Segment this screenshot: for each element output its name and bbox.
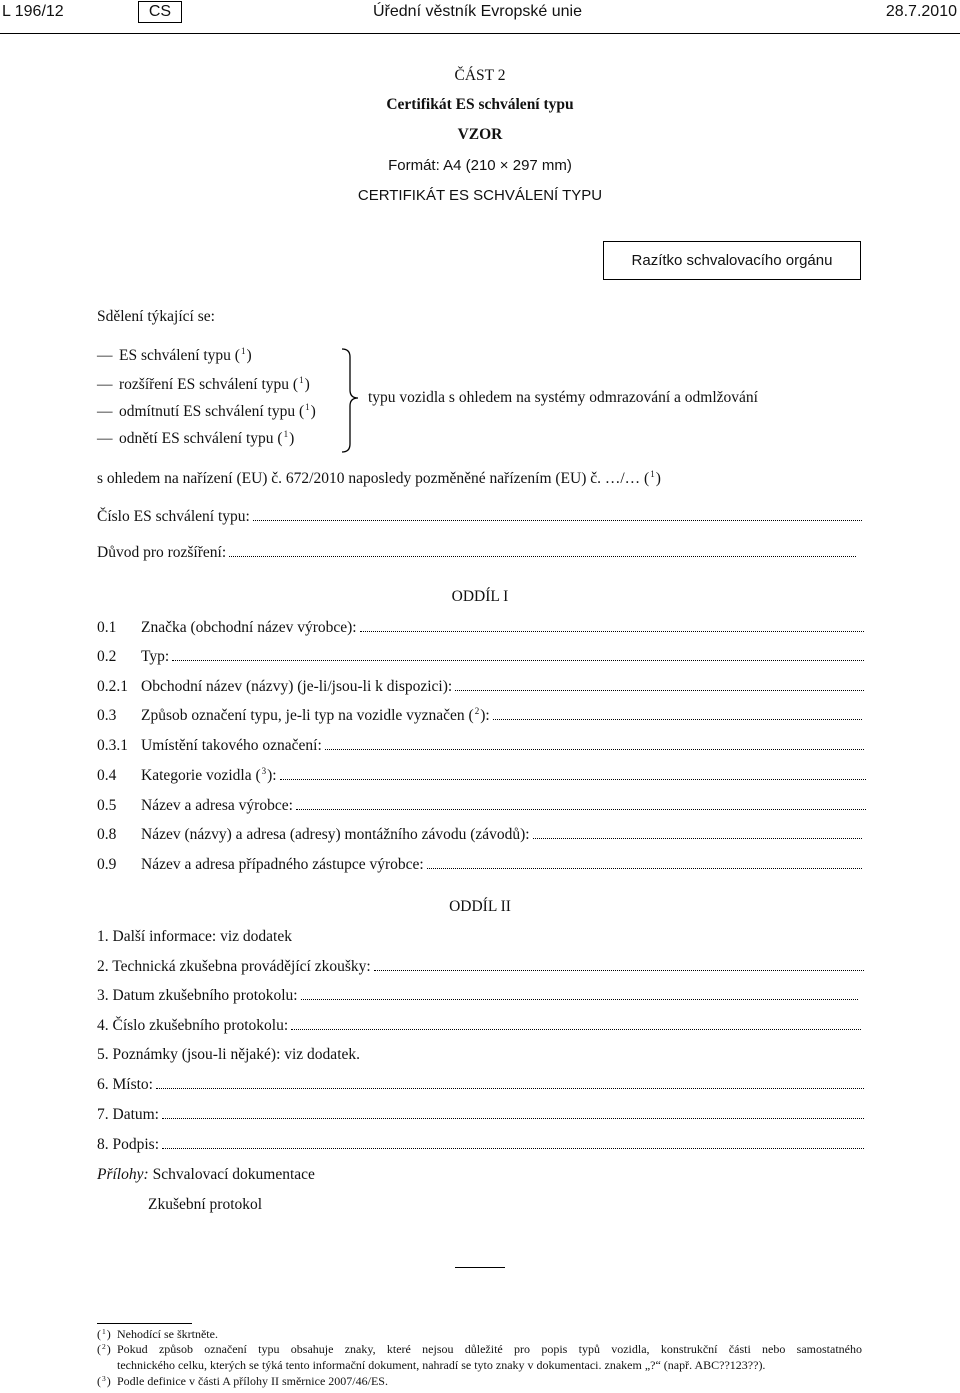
dot-leader [280, 775, 866, 780]
item-label-text: Kategorie vozidla ( [141, 767, 261, 784]
item-label: 3. Datum zkušebního protokolu: [97, 987, 298, 1004]
footnote-ref: 3 [261, 766, 267, 776]
item-label: Název a adresa výrobce: [141, 797, 293, 814]
dash: — [97, 376, 113, 393]
section-1-item [97, 707, 862, 726]
section-1-item [97, 678, 864, 696]
footnote-paren: ) [106, 1342, 111, 1356]
dot-leader [493, 715, 862, 720]
footnote-number: 2 [102, 1342, 106, 1351]
section-1-item [97, 856, 862, 874]
model-heading: VZOR [457, 126, 503, 143]
footnote-marker [97, 1327, 111, 1343]
footnote-ref: 1 [305, 402, 310, 412]
item-number: 0.2 [97, 648, 117, 665]
notification-intro: Sdělení týkající se: [97, 308, 215, 325]
item-text: ES schválení typu ( [119, 347, 240, 364]
section-2-item [97, 1106, 864, 1124]
section-2-item [97, 1136, 864, 1154]
item-label: Značka (obchodní název výrobce): [141, 619, 357, 636]
part-heading: ČÁST 2 [454, 67, 506, 84]
regulation-text-close: ) [655, 470, 661, 487]
publication-date: 28.7.2010 [885, 3, 957, 20]
footnote-text: Pokud způsob označení typu obsahuje znaky, které nejsou důležité pro popis typů vozidla, konstrukční části nebo samostatného [117, 1342, 862, 1356]
language-code: CS [148, 3, 172, 20]
footnote-marker [97, 1342, 111, 1358]
dot-leader [162, 1114, 864, 1119]
certificate-title: CERTIFIKÁT ES SCHVÁLENÍ TYPU [357, 187, 603, 204]
item-label: Název (názvy) a adresa (adresy) montážního závodu (závodů): [141, 826, 530, 843]
footnote-text: Podle definice v části A přílohy II směrnice 2007/46/ES. [117, 1374, 388, 1388]
regulation-text: s ohledem na nařízení (EU) č. 672/2010 naposledy pozměněné nařízením (EU) č. …/… ( [97, 470, 650, 487]
section-2-item: 5. Poznámky (jsou-li nějaké): viz dodatek. [97, 1046, 361, 1063]
section-2-item: 1. Další informace: viz dodatek [97, 928, 292, 945]
item-label: 4. Číslo zkušebního protokolu: [97, 1017, 289, 1034]
item-text: odnětí ES schválení typu ( [119, 430, 283, 447]
footnote-paren: ( [97, 1327, 101, 1341]
footnote-paren: ( [97, 1342, 101, 1356]
notification-item [97, 403, 316, 422]
footnote-number: 1 [102, 1327, 106, 1336]
annexes-label: Přílohy: [97, 1166, 149, 1183]
regulation-line [97, 470, 661, 489]
item-number: 0.1 [97, 619, 117, 636]
item-text-close: ) [289, 430, 295, 447]
section-1-item [97, 826, 862, 844]
stamp-box [603, 241, 861, 280]
footnote-paren: ) [106, 1374, 111, 1388]
notification-item [97, 430, 294, 449]
item-number: 0.4 [97, 767, 117, 784]
document-heading: Certifikát ES schválení typu [386, 96, 574, 113]
annexes-line [97, 1166, 315, 1184]
section-2-item [97, 1076, 864, 1094]
dot-leader [533, 834, 862, 839]
footnote-paren: ) [106, 1327, 111, 1341]
notification-subject: typu vozidla s ohledem na systémy odmrazování a odmlžování [368, 389, 758, 406]
item-text-close: ) [310, 403, 316, 420]
footnote-marker [97, 1374, 111, 1390]
approval-number-line [97, 508, 862, 526]
dot-leader [325, 745, 864, 750]
header-rule [0, 33, 960, 34]
section-1-item [97, 797, 866, 815]
footnote-text: Nehodící se škrtněte. [117, 1327, 218, 1341]
dot-leader [253, 516, 862, 521]
item-label-close: ): [480, 707, 490, 724]
footnote-rule [97, 1323, 192, 1324]
footnote-ref: 1 [299, 375, 304, 385]
item-label [141, 707, 490, 726]
section-1-item [97, 648, 864, 666]
item-label: Název a adresa případného zástupce výrobce: [141, 856, 424, 873]
footnote-paren: ( [97, 1374, 101, 1388]
extension-reason-label: Důvod pro rozšíření: [97, 544, 227, 561]
item-number: 0.8 [97, 826, 117, 843]
dash: — [97, 403, 113, 420]
item-label: Obchodní název (názvy) (je-li/jsou-li k dispozici): [141, 678, 453, 695]
dot-leader [172, 656, 864, 661]
footnote-number: 3 [102, 1374, 106, 1383]
item-text-close: ) [304, 376, 310, 393]
item-number: 0.3.1 [97, 737, 128, 754]
item-label: 7. Datum: [97, 1106, 159, 1123]
footnote-ref: 1 [650, 469, 655, 479]
annex-item: Schvalovací dokumentace [152, 1166, 315, 1183]
item-number: 0.5 [97, 797, 117, 814]
item-text: rozšíření ES schválení typu ( [119, 376, 299, 393]
section-1-item [97, 619, 864, 637]
extension-reason-line [97, 544, 856, 562]
item-number: 0.3 [97, 707, 117, 724]
annex-item: Zkušební protokol [148, 1196, 263, 1213]
dot-leader [374, 966, 864, 971]
dot-leader [301, 995, 858, 1000]
dot-leader [360, 627, 864, 632]
section-1-item [97, 767, 866, 786]
footnote-ref: 1 [283, 429, 289, 439]
dot-leader [156, 1084, 864, 1089]
item-label [141, 767, 277, 786]
series-number: L 196/12 [2, 3, 64, 20]
footnote-ref: 1 [240, 346, 246, 356]
section-2-heading: ODDÍL II [449, 898, 511, 915]
dot-leader [162, 1144, 864, 1149]
dot-leader [291, 1025, 861, 1030]
dot-leader [229, 552, 856, 557]
right-brace [336, 344, 366, 456]
item-label: 2. Technická zkušebna provádějící zkoušky: [97, 958, 371, 975]
footnote-ref: 2 [474, 706, 480, 716]
approval-number-label: Číslo ES schválení typu: [97, 508, 250, 525]
dash: — [97, 347, 113, 364]
footnote-text: technického celku, kterých se týká tento informační dokument, nahradí se tyto znaky v dokumentaci. znakem „?“ (např. ABC??123??). [117, 1358, 766, 1372]
item-text-close: ) [246, 347, 252, 364]
section-2-item [97, 958, 864, 976]
format-line: Formát: A4 (210 × 297 mm) [388, 157, 572, 174]
item-label: 6. Místo: [97, 1076, 153, 1093]
dot-leader [296, 805, 866, 810]
item-label: Umístění takového označení: [141, 737, 322, 754]
item-number: 0.9 [97, 856, 117, 873]
section-2-item [97, 1017, 861, 1035]
stamp-box-label: Razítko schvalovacího orgánu [631, 252, 833, 269]
item-label-text: Způsob označení typu, je-li typ na vozidle vyznačen ( [141, 707, 474, 724]
dash: — [97, 430, 113, 447]
item-label: 8. Podpis: [97, 1136, 160, 1153]
item-label: Typ: [141, 648, 170, 665]
section-1-item [97, 737, 864, 755]
dot-leader [427, 864, 862, 869]
journal-title: Úřední věstník Evropské unie [373, 3, 582, 20]
notification-item [97, 376, 310, 395]
item-label-close: ): [267, 767, 277, 784]
dot-leader [455, 686, 864, 691]
end-rule [455, 1267, 505, 1268]
language-code-box [138, 1, 182, 23]
section-1-heading: ODDÍL I [451, 588, 509, 605]
item-text: odmítnutí ES schválení typu ( [119, 403, 305, 420]
item-number: 0.2.1 [97, 678, 128, 695]
notification-item [97, 347, 252, 366]
section-2-item [97, 987, 858, 1005]
